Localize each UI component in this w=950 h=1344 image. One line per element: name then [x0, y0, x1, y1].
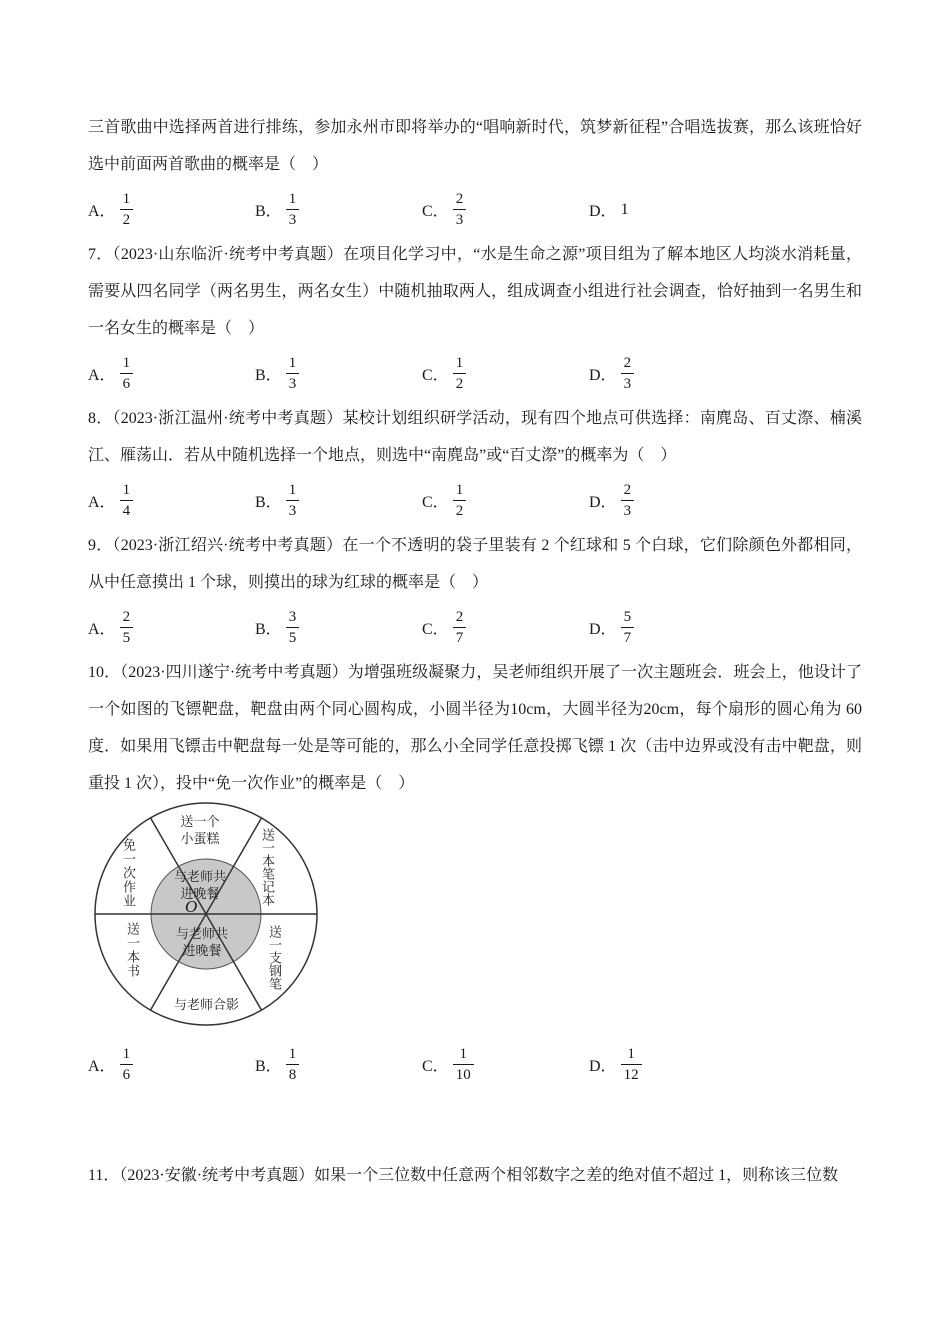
question-block-6	[88, 109, 862, 233]
option-label: B．	[255, 367, 282, 384]
sector-label-lower-right: 送一支钢笔	[267, 925, 282, 990]
option-label: D．	[589, 367, 617, 384]
fraction-denominator: 3	[288, 376, 297, 392]
fraction-numerator: 2	[453, 189, 467, 210]
center-point-label: O	[185, 897, 198, 916]
fraction-numerator: 1	[286, 1044, 300, 1065]
option-label: C．	[422, 367, 449, 384]
option-c	[422, 607, 589, 648]
option-label: A．	[88, 367, 116, 384]
question-block-10	[88, 654, 862, 1088]
fraction-denominator: 2	[455, 503, 464, 519]
fraction-numerator: 2	[621, 353, 635, 374]
sector-label-bottom: 与老师合影	[174, 997, 240, 1012]
fraction	[621, 607, 635, 648]
fraction	[120, 189, 134, 230]
question-block-9	[88, 527, 862, 651]
fraction	[120, 607, 134, 648]
fraction	[120, 1044, 134, 1085]
fraction-denominator: 6	[122, 376, 131, 392]
fraction-denominator: 3	[623, 376, 632, 392]
fraction-denominator: 2	[122, 212, 131, 228]
fraction	[453, 189, 467, 230]
fraction	[286, 607, 300, 648]
option-label: D．	[589, 621, 617, 638]
dartboard-figure	[90, 802, 326, 1038]
option-label: C．	[422, 494, 449, 511]
fraction-numerator: 1	[453, 480, 467, 501]
fraction-denominator: 6	[122, 1067, 131, 1083]
option-d	[589, 198, 629, 221]
fraction	[621, 1044, 642, 1085]
fraction-numerator: 1	[621, 1044, 642, 1065]
options-row	[88, 604, 862, 651]
fraction	[453, 607, 467, 648]
fraction-numerator: 1	[453, 1044, 474, 1065]
fraction	[286, 480, 300, 521]
fraction-denominator: 12	[623, 1067, 639, 1083]
option-label: B．	[255, 1058, 282, 1075]
inner-label-top: 与老师共进晚餐	[173, 869, 226, 901]
option-d	[589, 607, 634, 648]
sector-label-top: 送一个小蛋糕	[180, 814, 220, 846]
fraction-numerator: 2	[120, 607, 134, 628]
option-label: B．	[255, 621, 282, 638]
question-text: 三首歌曲中选择两首进行排练，参加永州市即将举办的“唱响新时代，筑梦新征程”合唱选拔赛，那么该班恰好选中前面两首歌曲的概率是（ ）	[88, 119, 862, 173]
fraction-numerator: 3	[286, 607, 300, 628]
fraction	[453, 1044, 474, 1085]
option-value: 1	[620, 200, 629, 218]
option-label: B．	[255, 203, 282, 220]
option-label: C．	[422, 1058, 449, 1075]
option-c	[422, 353, 589, 394]
question-block-11	[88, 1157, 862, 1194]
fraction-numerator: 1	[286, 189, 300, 210]
option-b	[255, 189, 422, 230]
option-d	[589, 353, 634, 394]
fraction	[621, 353, 635, 394]
fraction-denominator: 3	[623, 503, 632, 519]
options-row	[88, 1041, 862, 1088]
option-c	[422, 189, 589, 230]
option-label: C．	[422, 621, 449, 638]
option-label: A．	[88, 1058, 116, 1075]
fraction-numerator: 2	[621, 480, 635, 501]
option-c	[422, 1044, 589, 1085]
fraction	[286, 353, 300, 394]
fraction	[120, 353, 134, 394]
question-text: 7．（2023·山东临沂·统考中考真题）在项目化学习中，“水是生命之源”项目组为了解本地区人均淡水消耗量，需要从四名同学（两名男生，两名女生）中随机抽取两人，组成调查小组进行社会调查，恰好抽到一名男生和一名女生的概率是（ ）	[88, 246, 862, 337]
option-d	[589, 1044, 642, 1085]
option-c	[422, 480, 589, 521]
option-label: C．	[422, 203, 449, 220]
option-label: B．	[255, 494, 282, 511]
fraction	[286, 189, 300, 230]
sector-label-upper-left: 免一次作业	[121, 838, 136, 908]
inner-label-bottom: 与老师共进晚餐	[175, 926, 228, 958]
fraction-denominator: 7	[455, 630, 464, 646]
fraction-denominator: 10	[455, 1067, 471, 1083]
fraction-denominator: 3	[288, 212, 297, 228]
fraction-denominator: 4	[122, 503, 131, 519]
option-b	[255, 607, 422, 648]
option-a	[88, 607, 255, 648]
option-d	[589, 480, 634, 521]
option-label: A．	[88, 494, 116, 511]
option-a	[88, 1044, 255, 1085]
fraction-numerator: 1	[120, 189, 134, 210]
question-text: 9．（2023·浙江绍兴·统考中考真题）在一个不透明的袋子里装有 2 个红球和 5 个白球，它们除颜色外都相同，从中任意摸出 1 个球，则摸出的球为红球的概率是（ ）	[88, 537, 862, 591]
sector-label-lower-left: 送一本书	[125, 922, 140, 978]
question-text: 11．（2023·安徽·统考中考真题）如果一个三位数中任意两个相邻数字之差的绝对值不超过 1，则称该三位数	[88, 1167, 839, 1184]
fraction-numerator: 1	[120, 1044, 134, 1065]
option-label: D．	[589, 494, 617, 511]
options-row	[88, 186, 862, 233]
option-label: A．	[88, 203, 116, 220]
fraction-denominator: 2	[455, 376, 464, 392]
options-row	[88, 477, 862, 524]
fraction	[453, 353, 467, 394]
fraction-denominator: 7	[623, 630, 632, 646]
fraction	[453, 480, 467, 521]
options-row	[88, 350, 862, 397]
fraction-numerator: 5	[621, 607, 635, 628]
question-block-7	[88, 236, 862, 397]
fraction-denominator: 5	[288, 630, 297, 646]
option-label: D．	[589, 1058, 617, 1075]
question-block-8	[88, 400, 862, 524]
fraction	[286, 1044, 300, 1085]
option-a	[88, 353, 255, 394]
fraction	[120, 480, 134, 521]
fraction	[621, 480, 635, 521]
fraction-denominator: 3	[288, 503, 297, 519]
option-b	[255, 480, 422, 521]
option-a	[88, 189, 255, 230]
fraction-denominator: 8	[288, 1067, 297, 1083]
fraction-numerator: 1	[120, 353, 134, 374]
option-b	[255, 353, 422, 394]
fraction-denominator: 5	[122, 630, 131, 646]
fraction-numerator: 1	[286, 480, 300, 501]
question-text: 8．（2023·浙江温州·统考中考真题）某校计划组织研学活动，现有四个地点可供选择：南麂岛、百丈漈、楠溪江、雁荡山．若从中随机选择一个地点，则选中“南麂岛”或“百丈漈”的概率为（ ）	[88, 410, 862, 464]
option-label: A．	[88, 621, 116, 638]
question-text: 10．（2023·四川遂宁·统考中考真题）为增强班级凝聚力，吴老师组织开展了一次主题班会．班会上，他设计了一个如图的飞镖靶盘，靶盘由两个同心圆构成，小圆半径为10cm，大圆半径为20cm，每个扇形的圆心角为 60 度．如果用飞镖击中靶盘每一处是等可能的，那么小全同学任意投掷飞镖 1 次（击中边界或没有击中靶盘，则重投 1 次），投中“免一次作业”的概率是（ ）	[88, 664, 862, 792]
option-label: D．	[589, 203, 617, 220]
fraction-numerator: 1	[453, 353, 467, 374]
fraction-denominator: 3	[455, 212, 464, 228]
option-b	[255, 1044, 422, 1085]
fraction-numerator: 1	[286, 353, 300, 374]
fraction-numerator: 1	[120, 480, 134, 501]
fraction-numerator: 2	[453, 607, 467, 628]
sector-label-upper-right: 送一本笔记本	[260, 828, 275, 906]
option-a	[88, 480, 255, 521]
